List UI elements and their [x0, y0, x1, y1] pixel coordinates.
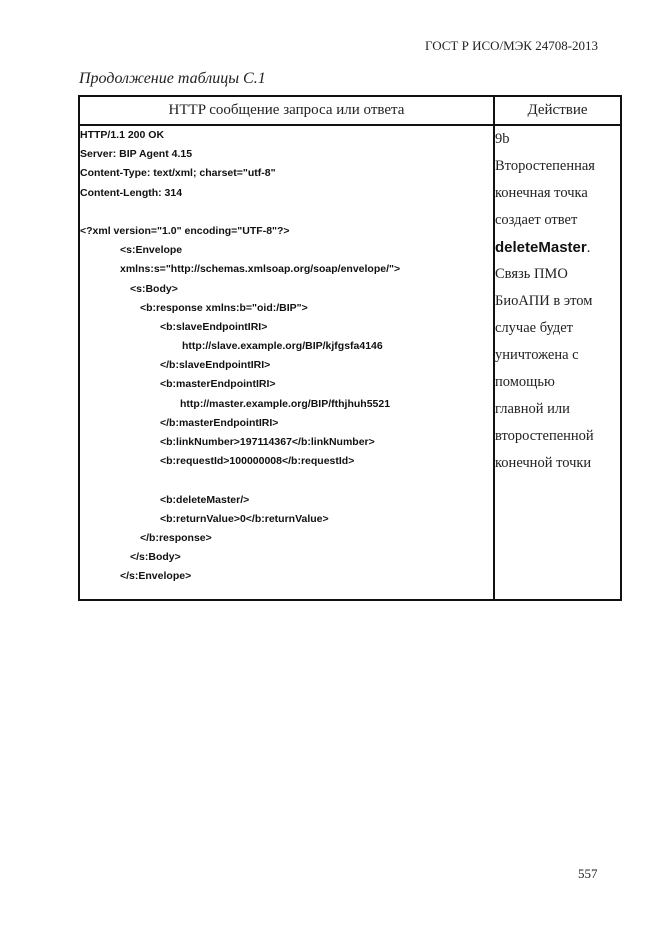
code-line: Content-Length: 314	[80, 186, 183, 199]
action-cell	[494, 125, 621, 600]
action-text-line: БиоАПИ в этом	[495, 293, 593, 309]
table-caption: Продолжение таблицы С.1	[79, 70, 266, 87]
code-line: xmlns:s="http://schemas.xmlsoap.org/soap/envelope/">	[120, 263, 401, 276]
action-text-line: второстепенной	[495, 428, 594, 444]
code-line: Server: BIP Agent 4.15	[80, 148, 193, 161]
code-line: </s:Body>	[130, 551, 181, 564]
code-line: http://slave.example.org/BIP/kjfgsfa4146	[182, 340, 383, 353]
step-number: 9b	[495, 131, 510, 147]
code-line: </s:Envelope>	[120, 570, 192, 583]
message-table	[78, 95, 622, 601]
page-number: 557	[578, 866, 598, 881]
standard-designation: ГОСТ Р ИСО/МЭК 24708-2013	[425, 38, 599, 53]
code-line: <b:returnValue>0</b:returnValue>	[160, 512, 329, 525]
table-header-row	[79, 96, 621, 125]
code-line: http://master.example.org/BIP/fthjhuh5521	[180, 397, 391, 410]
code-line: <s:Envelope	[120, 244, 183, 257]
http-message-code	[80, 126, 493, 587]
action-text-line	[495, 234, 620, 261]
http-message-cell	[79, 125, 494, 600]
code-line	[80, 203, 493, 222]
code-line: HTTP/1.1 200 OK	[80, 129, 165, 141]
code-line: <?xml version="1.0" encoding="UTF-8"?>	[80, 224, 290, 237]
action-text-line: создает ответ	[495, 212, 578, 228]
action-text-line: уничтожена с	[495, 347, 579, 363]
action-text-line: Связь ПМО	[495, 266, 568, 282]
code-line	[80, 471, 493, 490]
code-line: </b:response>	[140, 531, 212, 544]
action-text-line: конечная точка	[495, 185, 588, 201]
code-line: </b:masterEndpointIRI>	[160, 416, 279, 429]
code-line: <b:response xmlns:b="oid:/BIP">	[140, 301, 308, 314]
code-line: <b:masterEndpointIRI>	[160, 378, 276, 391]
action-text-line: помощью	[495, 374, 555, 390]
action-bold-term: deleteMaster	[495, 239, 587, 256]
code-line: </b:slaveEndpointIRI>	[160, 359, 271, 372]
action-text-line: конечной точки	[495, 455, 592, 471]
action-bold-suffix: .	[586, 240, 591, 256]
code-line: <b:linkNumber>197114367</b:linkNumber>	[160, 436, 375, 448]
code-line: <b:requestId>100000008</b:requestId>	[160, 455, 355, 468]
column-header-action: Действие	[494, 96, 621, 125]
table-row	[79, 125, 621, 600]
action-text-line: случае будет	[495, 320, 574, 336]
column-header-message: HTTP сообщение запроса или ответа	[79, 96, 494, 125]
code-line: <s:Body>	[130, 282, 178, 295]
action-text-line: Второстепенная	[495, 158, 595, 174]
code-line: <b:slaveEndpointIRI>	[160, 320, 268, 333]
code-line: Content-Type: text/xml; charset="utf-8"	[80, 167, 276, 180]
code-line: <b:deleteMaster/>	[160, 493, 250, 506]
action-text-line: главной или	[495, 401, 570, 417]
